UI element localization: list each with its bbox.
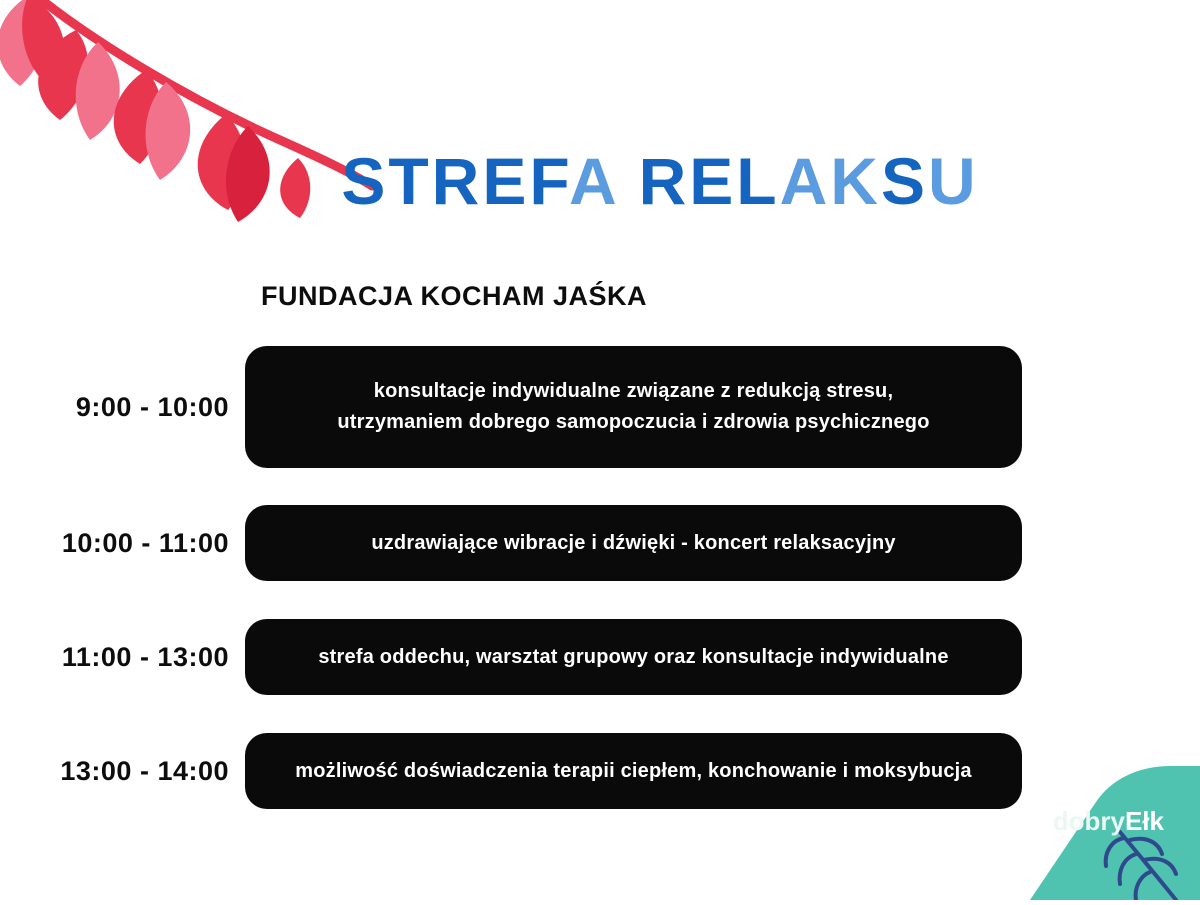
logo	[1000, 760, 1200, 900]
title-part-5: U	[927, 144, 979, 219]
page-title	[0, 144, 1200, 219]
schedule-description	[245, 733, 1022, 809]
logo-text	[1053, 806, 1164, 837]
title-part-4: S	[880, 144, 928, 219]
schedule-description-line: utrzymaniem dobrego samopoczucia i zdrowia psychicznego	[337, 411, 930, 433]
schedule-row	[0, 504, 1200, 582]
title-part-1: A	[569, 144, 618, 219]
schedule-description-line: możliwość doświadczenia terapii ciepłem, konchowanie i moksybucja	[295, 759, 972, 782]
schedule-time: 11:00 - 13:00	[61, 641, 229, 672]
logo-text-light: dobry	[1052, 806, 1125, 836]
schedule-description	[245, 505, 1022, 581]
schedule-description	[245, 346, 1022, 468]
schedule-time: 13:00 - 14:00	[60, 755, 229, 786]
schedule-time: 10:00 - 11:00	[61, 527, 229, 558]
title-part-3: AK	[779, 144, 881, 219]
schedule-description-line: strefa oddechu, warsztat grupowy oraz konsultacje indywidualne	[318, 645, 949, 668]
title-part-0: STREF	[341, 144, 570, 219]
schedule-row	[0, 618, 1200, 696]
schedule-row	[0, 346, 1200, 468]
schedule-description-line: konsultacje indywidualne związane z redukcją stresu,	[373, 380, 894, 402]
schedule-description-line: uzdrawiające wibracje i dźwięki - koncert relaksacyjny	[371, 531, 896, 554]
title-part-2: REL	[617, 144, 780, 219]
schedule-description	[245, 619, 1022, 695]
logo-text-bold: Ełk	[1124, 806, 1164, 836]
schedule-time: 9:00 - 10:00	[75, 391, 229, 422]
organization-name: FUNDACJA KOCHAM JAŚKA	[261, 281, 648, 311]
